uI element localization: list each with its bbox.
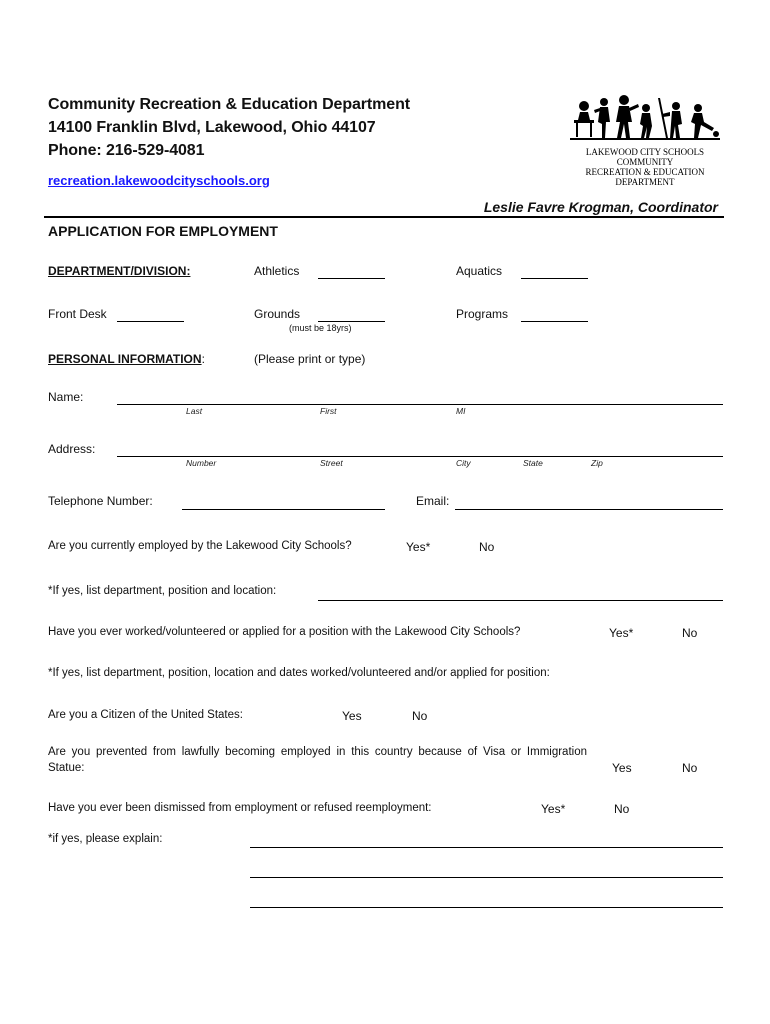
front-desk-field[interactable] bbox=[117, 321, 184, 322]
q1-followup-label: *If yes, list department, position and location: bbox=[48, 585, 277, 597]
email-label: Email: bbox=[416, 494, 450, 508]
explain-line-3[interactable] bbox=[250, 907, 723, 908]
name-last-hint: Last bbox=[186, 406, 203, 416]
question-citizen: Are you a Citizen of the United States: bbox=[48, 709, 243, 721]
q4-yes-option[interactable]: Yes bbox=[612, 761, 632, 775]
athletics-label: Athletics bbox=[254, 264, 300, 278]
address-street-hint: Street bbox=[320, 458, 343, 468]
org-name: Community Recreation & Education Department bbox=[48, 96, 410, 113]
name-mi-hint: MI bbox=[456, 406, 466, 416]
name-first-hint: First bbox=[320, 406, 337, 416]
address-zip-hint: Zip bbox=[591, 458, 603, 468]
q2-no-option[interactable]: No bbox=[682, 626, 698, 640]
logo-line-1: LAKEWOOD CITY SCHOOLS bbox=[585, 147, 705, 157]
grounds-field[interactable] bbox=[318, 321, 385, 322]
q1-yes-option[interactable]: Yes* bbox=[406, 540, 431, 554]
q3-no-option[interactable]: No bbox=[412, 709, 428, 723]
address-number-hint: Number bbox=[186, 458, 217, 468]
telephone-label: Telephone Number: bbox=[48, 494, 153, 508]
logo-line-3: RECREATION & EDUCATION bbox=[585, 167, 705, 177]
logo-line-4: DEPARTMENT bbox=[615, 177, 675, 187]
q3-yes-option[interactable]: Yes bbox=[342, 709, 362, 723]
q5-no-option[interactable]: No bbox=[614, 802, 630, 816]
address-state-hint: State bbox=[523, 458, 543, 468]
q1-no-option[interactable]: No bbox=[479, 540, 495, 554]
front-desk-label: Front Desk bbox=[48, 307, 107, 321]
question-worked-volunteered: Have you ever worked/volunteered or applied for a position with the Lakewood City Schools? bbox=[48, 626, 521, 638]
address-field[interactable] bbox=[117, 456, 723, 457]
programs-field[interactable] bbox=[521, 321, 588, 322]
athletics-field[interactable] bbox=[318, 278, 385, 279]
email-field[interactable] bbox=[455, 509, 723, 510]
org-address: 14100 Franklin Blvd, Lakewood, Ohio 44107 bbox=[48, 119, 376, 136]
logo-line-2: COMMUNITY bbox=[616, 157, 674, 167]
logo-silhouettes-icon bbox=[570, 94, 720, 142]
name-label: Name: bbox=[48, 390, 84, 404]
org-phone: Phone: 216-529-4081 bbox=[48, 142, 205, 159]
header-divider bbox=[44, 216, 724, 218]
q4-no-option[interactable]: No bbox=[682, 761, 698, 775]
name-field[interactable] bbox=[117, 404, 723, 405]
aquatics-label: Aquatics bbox=[456, 264, 503, 278]
personal-info-colon: : bbox=[201, 352, 205, 366]
grounds-age-note: (must be 18yrs) bbox=[289, 323, 352, 333]
address-label: Address: bbox=[48, 442, 96, 456]
print-note: (Please print or type) bbox=[254, 352, 366, 366]
department-logo bbox=[570, 94, 720, 189]
personal-info-label: PERSONAL INFORMATION bbox=[48, 352, 202, 366]
q5-followup-label: *if yes, please explain: bbox=[48, 833, 163, 845]
q1-followup-field[interactable] bbox=[318, 600, 723, 601]
question-visa: Are you prevented from lawfully becoming employed in this country because of Visa or Immigration Statue: bbox=[48, 746, 587, 774]
q5-yes-option[interactable]: Yes* bbox=[541, 802, 566, 816]
explain-line-1[interactable] bbox=[250, 847, 723, 848]
coordinator-name: Leslie Favre Krogman, Coordinator bbox=[483, 199, 718, 215]
question-dismissed: Have you ever been dismissed from employment or refused reemployment: bbox=[48, 802, 432, 814]
question-employed-lcs: Are you currently employed by the Lakewood City Schools? bbox=[48, 540, 352, 552]
explain-line-2[interactable] bbox=[250, 877, 723, 878]
q2-yes-option[interactable]: Yes* bbox=[609, 626, 634, 640]
grounds-label: Grounds bbox=[254, 307, 301, 321]
telephone-field[interactable] bbox=[182, 509, 385, 510]
personal-info-heading bbox=[48, 352, 205, 366]
department-label: DEPARTMENT/DIVISION: bbox=[48, 264, 191, 278]
website-link[interactable]: recreation.lakewoodcityschools.org bbox=[48, 173, 270, 188]
form-title: APPLICATION FOR EMPLOYMENT bbox=[48, 223, 278, 239]
address-city-hint: City bbox=[456, 458, 471, 468]
aquatics-field[interactable] bbox=[521, 278, 588, 279]
programs-label: Programs bbox=[456, 307, 509, 321]
q2-followup-label: *If yes, list department, position, location and dates worked/volunteered and/or applied for position: bbox=[48, 667, 550, 679]
